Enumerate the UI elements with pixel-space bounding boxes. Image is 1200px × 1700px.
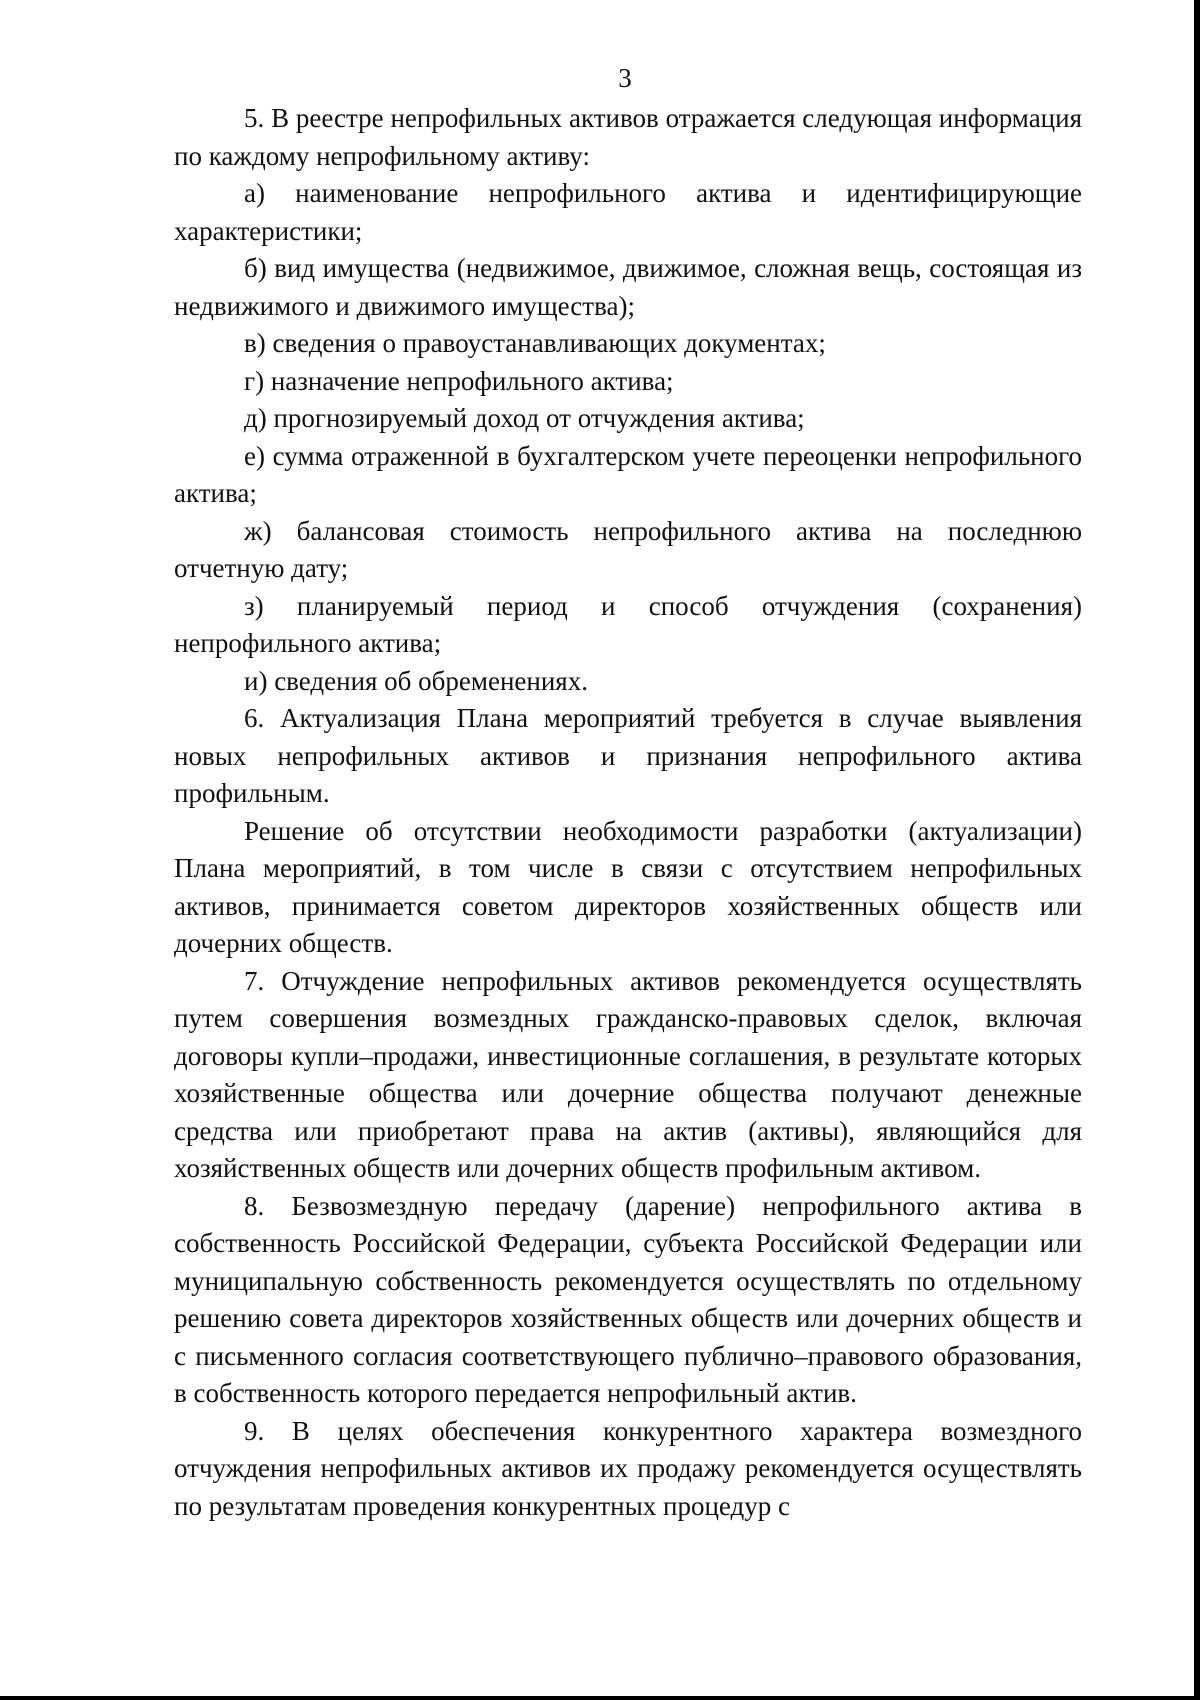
list-item-b: б) вид имущества (недвижимое, движимое, сложная вещь, состоящая из недвижимого и движимого имущества); [174, 253, 1082, 321]
paragraph-6: 6. Актуализация Плана мероприятий требуется в случае выявления новых непрофильных активов и признания непрофильного актива профильным. [174, 703, 1082, 808]
list-item-d: д) прогнозируемый доход от отчуждения актива; [244, 403, 805, 433]
list-item-z: з) планируемый период и способ отчуждения (сохранения) непрофильного актива; [174, 590, 1082, 658]
list-item-g: г) назначение непрофильного актива; [244, 365, 674, 396]
page-edge-bottom [0, 1696, 1200, 1700]
list-item-e: е) сумма отраженной в бухгалтерском учете переоценки непрофильного актива; [174, 440, 1082, 508]
list-item-i: и) сведения об обременениях. [244, 665, 588, 696]
page-number: 3 [618, 63, 632, 93]
paragraph-7: 7. Отчуждение непрофильных активов рекомендуется осуществлять путем совершения возмездных гражданско-правовых сделок, включая договоры купли–продажи, инвестиционные соглашения, в результате которых хозяйственные общества или дочерние общества получают денежные средства или приобретают права на актив (активы), являющийся для хозяйственных обществ или дочерних обществ профильным активом. [174, 965, 1082, 1183]
list-item-zh: ж) балансовая стоимость непрофильного актива на последнюю отчетную дату; [174, 515, 1082, 583]
paragraph-8: 8. Безвозмездную передачу (дарение) непрофильного актива в собственность Российской Федерации, субъекта Российской Федерации или муниципальную собственность рекомендуется осуществлять по отдельному решению совета директоров хозяйственных обществ или дочерних обществ и с письменного согласия соответствующего публично–правового образования, в собственность которого передается непрофильный актив. [174, 1190, 1082, 1408]
paragraph-9: 9. В целях обеспечения конкурентного характера возмездного отчуждения непрофильных активов их продажу рекомендуется осуществлять по результатам проведения конкурентных процедур с [174, 1415, 1082, 1521]
paragraph-5: 5. В реестре непрофильных активов отражается следующая информация по каждому непрофильному активу: [174, 103, 1082, 171]
list-item-v: в) сведения о правоустанавливающих документах; [244, 328, 826, 358]
document-body [174, 100, 1082, 1525]
list-item-a: а) наименование непрофильного актива и идентифицирующие характеристики; [174, 178, 1082, 246]
page-edge-right [1194, 0, 1200, 1700]
paragraph-6-decision: Решение об отсутствии необходимости разработки (актуализации) Плана мероприятий, в том числе в связи с отсутствием непрофильных активов, принимается советом директоров хозяйственных обществ или дочерних обществ. [174, 815, 1082, 958]
